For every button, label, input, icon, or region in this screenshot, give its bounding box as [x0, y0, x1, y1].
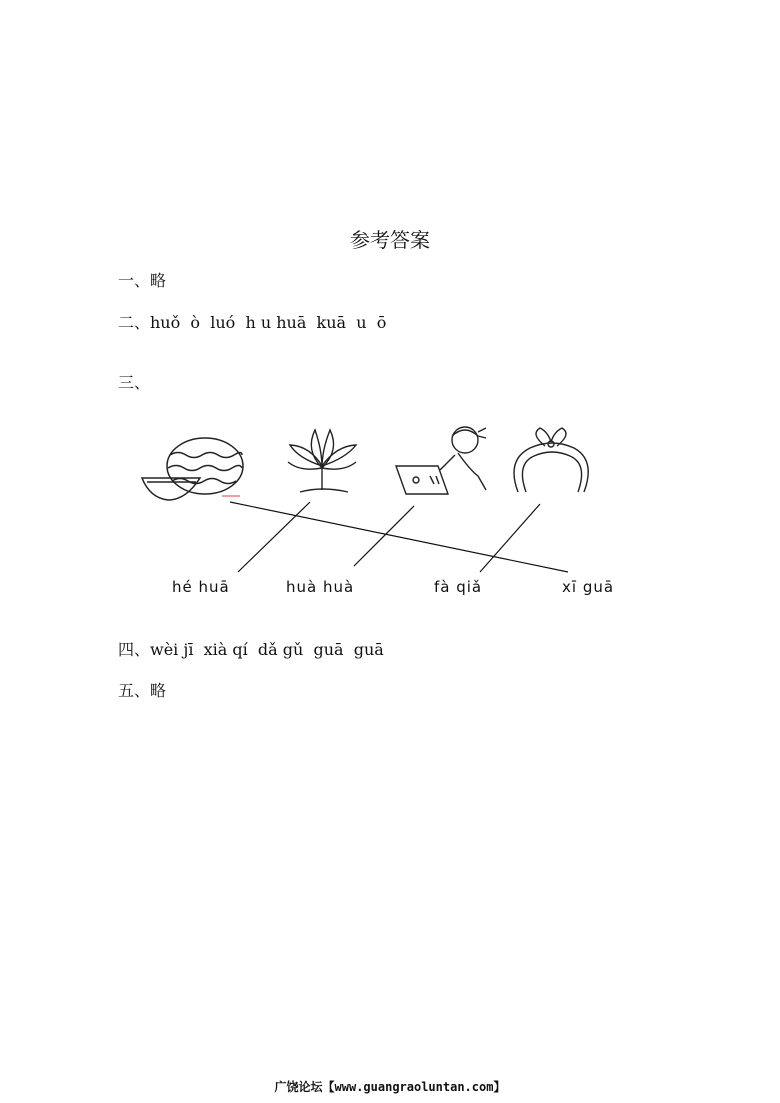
girl-drawing-icon — [396, 427, 486, 494]
page-title: 参考答案 — [350, 228, 430, 252]
answer-5: 五、略 — [118, 681, 167, 700]
answer-1: 一、略 — [118, 271, 167, 290]
answer-2: 二、huǒ ò luó h u huā kuā u ō — [118, 313, 387, 332]
watermelon-icon — [142, 438, 243, 500]
matching-lines — [222, 496, 568, 572]
answer-4: 四、wèi jī xià qí dǎ gǔ guā guā — [118, 640, 384, 659]
lotus-flower-icon — [288, 430, 356, 492]
hair-band-icon — [514, 428, 588, 492]
pinyin-he-hua: hé huā — [172, 578, 230, 596]
footer-watermark: 广饶论坛【www.guangraoluntan.com】 — [274, 1080, 506, 1094]
pinyin-fa-qia: fà qiǎ — [434, 578, 483, 596]
pinyin-xi-gua: xī guā — [562, 578, 615, 596]
answer-3-label: 三、 — [118, 373, 151, 392]
pinyin-hua-hua: huà huà — [286, 578, 355, 596]
